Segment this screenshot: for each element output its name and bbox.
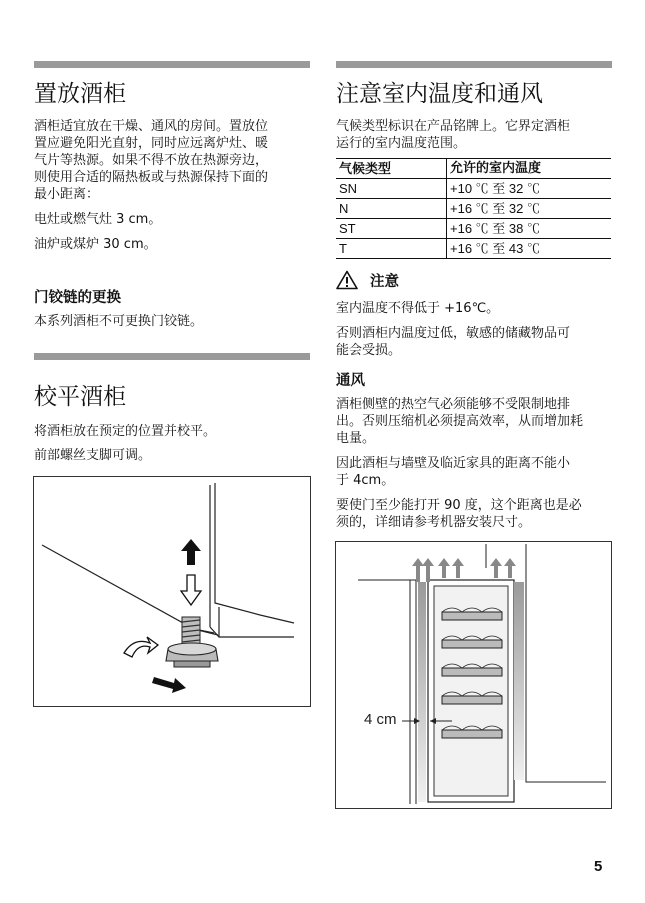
heading-temperature-ventilation: 注意室内温度和通风 — [336, 81, 543, 107]
climate-class-cell: T — [336, 239, 447, 259]
section-divider-bar — [336, 61, 612, 68]
wine-cabinet-ventilation-figure — [335, 541, 612, 809]
climate-intro-line: 运行的室内温度范围。 — [336, 136, 467, 151]
place-text-line: 置应避免阳光直射，同时应远离炉灶、暖 — [34, 136, 269, 151]
heading-ventilation: 通风 — [336, 373, 365, 389]
table-header-room-temperature: 允许的室内温度 — [447, 159, 612, 179]
temperature-range-cell: +16 ℃ 至 43 ℃ — [450, 241, 540, 256]
climate-intro-line: 气候类型标识在产品铭牌上。它界定酒柜 — [336, 119, 571, 134]
min-distance-oil-stove: 油炉或煤炉 30 cm。 — [34, 237, 157, 252]
wine-cabinet-illustration — [336, 542, 611, 808]
climate-class-table — [336, 158, 611, 259]
table-row — [336, 199, 611, 219]
ventilation-text-line: 于 4cm。 — [336, 473, 395, 488]
min-distance-stove: 电灶或燃气灶 3 cm。 — [34, 212, 162, 227]
warning-triangle-icon — [336, 270, 358, 290]
table-row — [336, 219, 611, 239]
warning-text-line: 否则酒柜内温度过低，敏感的储藏物品可 — [336, 326, 571, 341]
temperature-range-cell: +16 ℃ 至 38 ℃ — [450, 221, 540, 236]
place-text-line: 气片等热源。如果不得不放在热源旁边， — [34, 153, 269, 168]
table-row — [336, 179, 611, 199]
distance-4cm-label: 4 cm — [364, 711, 397, 728]
warning-text-line: 能会受损。 — [336, 343, 402, 358]
place-text-line: 最小距离： — [34, 187, 100, 202]
table-row — [336, 239, 611, 259]
ventilation-text-line: 须的，详细请参考机器安装尺寸。 — [336, 515, 532, 530]
table-header-climate-class: 气候类型 — [336, 159, 447, 179]
section-divider-bar — [34, 353, 310, 360]
climate-class-cell: ST — [336, 219, 447, 239]
page-number: 5 — [594, 858, 603, 875]
ventilation-text-line: 出。否则压缩机必须提高效率，从而增加耗 — [336, 414, 584, 429]
temperature-range-cell: +10 ℃ 至 32 ℃ — [450, 181, 540, 196]
place-text-line: 则使用合适的隔热板或与热源保持下面的 — [34, 170, 269, 185]
ventilation-text-line: 酒柜侧壁的热空气必须能够不受限制地排 — [336, 397, 571, 412]
climate-class-cell: N — [336, 199, 447, 219]
ventilation-text-line: 因此酒柜与墙壁及临近家具的距离不能小 — [336, 456, 571, 471]
table-header-row — [336, 159, 611, 179]
ventilation-text-line: 电量。 — [336, 431, 376, 446]
level-text-line: 前部螺丝支脚可调。 — [34, 448, 152, 463]
climate-class-cell: SN — [336, 179, 447, 199]
leveling-foot-figure — [33, 476, 311, 707]
heading-place-cabinet: 置放酒柜 — [34, 81, 126, 107]
ventilation-text-line: 要使门至少能打开 90 度，这个距离也是必 — [336, 498, 582, 513]
leveling-foot-illustration — [34, 477, 310, 706]
level-text-line: 将酒柜放在预定的位置并校平。 — [34, 424, 217, 439]
section-divider-bar — [34, 61, 310, 68]
warning-title: 注意 — [370, 274, 399, 290]
temperature-range-cell: +16 ℃ 至 32 ℃ — [450, 201, 540, 216]
door-hinge-text: 本系列酒柜不可更换门铰链。 — [34, 314, 204, 329]
warning-text-line: 室内温度不得低于 +16℃。 — [336, 301, 500, 316]
heading-level-cabinet: 校平酒柜 — [34, 384, 126, 410]
place-text-line: 酒柜适宜放在干燥、通风的房间。置放位 — [34, 119, 269, 134]
heading-door-hinge: 门铰链的更换 — [34, 290, 121, 306]
